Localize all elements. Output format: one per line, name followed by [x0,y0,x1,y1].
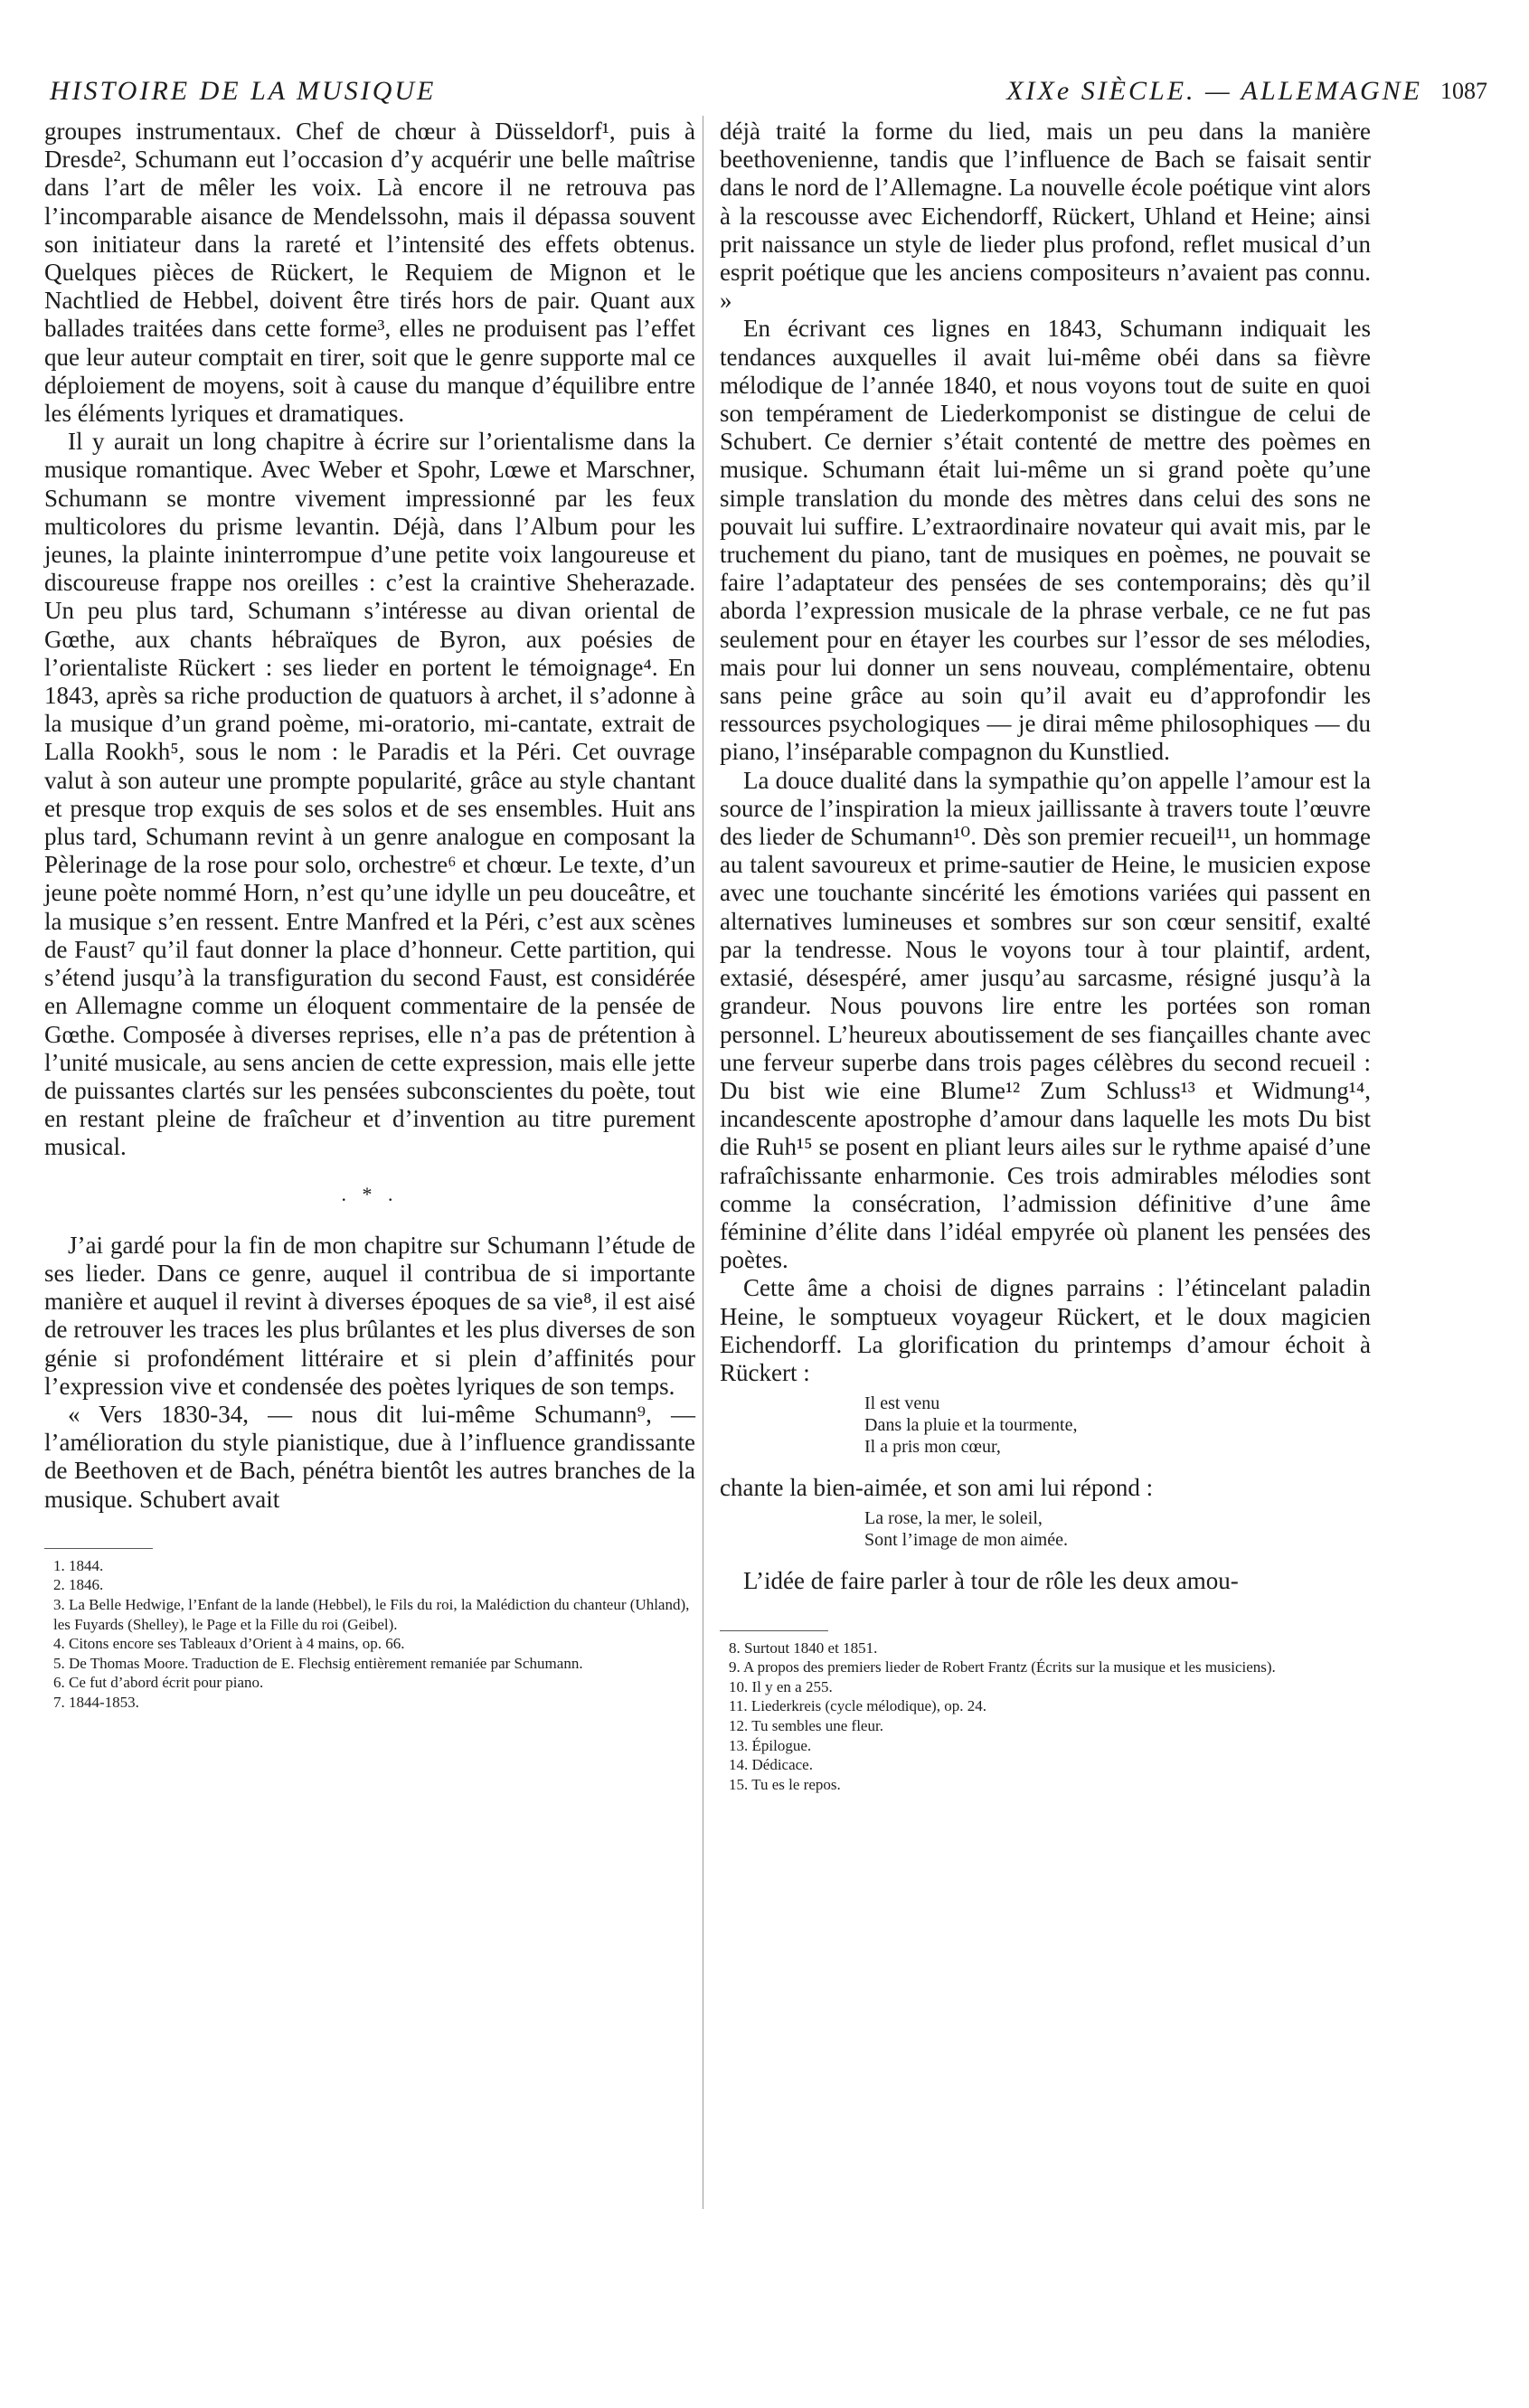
right-paragraph-6: L’idée de faire parler à tour de rôle les deux amou- [743,1567,1239,1595]
footnote: 8. Surtout 1840 et 1851. [729,1638,878,1657]
verse-quote-2 [864,1507,1371,1551]
verse-line: Il est venu [864,1393,940,1414]
left-paragraph-2: Il y aurait un long chapitre à écrire sur l’orientalisme dans la musique romantique. Avec Weber et Spohr, Lœwe et Marschner, Schumann se montre vivement impressionné par les feux multicolores du prisme levantin. Déjà, dans l’Album pour les jeunes, la plainte ininterrompue d’une petite voix langoureuse et discoureuse frappe nos oreilles : c’est la craintive Sheherazade. Un peu plus tard, Schumann s’intéresse au divan oriental de Gœthe, aux chants hébraïques de Byron, aux poésies de l’orientaliste Rückert : ses lieder en portent le témoignage⁴. En 1843, après sa riche production de quatuors à archet, il s’adonne à la musique d’un grand poème, mi-oratorio, mi-cantate, extrait de Lalla Rookh⁵, sous le nom : le Paradis et la Péri. Cet ouvrage valut à son auteur une prompte popularité, grâce au style chantant et presque trop exquis de ses solos et de ses ensembles. Huit ans plus tard, Schumann revint à un genre analogue en composant la Pèlerinage de la rose pour solo, orchestre⁶ et chœur. Le texte, d’un jeune poète nommé Horn, n’est qu’une idylle un peu douceâtre, et la musique s’en ressent. Entre Manfred et la Péri, c’est aux scènes de Faust⁷ qu’il faut donner la place d’honneur. Cette partition, qui s’étend jusqu’à la transfiguration du second Faust, est considérée en Allemagne comme un éloquent commentaire de la pensée de Gœthe. Composée à diverses reprises, elle n’a pas de prétention à l’unité musicale, au sens ancien de cette expression, mais elle jette de puissantes clartés sur les pensées subconscientes du poète, tout en restant pleine de fraîcheur et d’invention au titre purement musical. [44,428,695,1161]
footnote: 6. Ce fut d’abord écrit pour piano. [53,1674,264,1692]
footnote: 7. 1844-1853. [53,1693,139,1711]
footnote-rule [720,1630,828,1631]
right-paragraph-2: En écrivant ces lignes en 1843, Schumann indiquait les tendances auxquelles il avait lui-même obéi dans sa fièvre mélodique de l’année 1840, et nous voyons tout de suite en quoi son tempérament de Liederkomponist se distingue de celui de Schubert. Ce dernier s’était contenté de mettre des poèmes en musique. Schumann était lui-même un si grand poète qu’une simple translation du monde des mètres dans celui des sons ne pouvait lui suffire. L’extraordinaire novateur qui avait mis, par le truchement du piano, tant de musiques en poèmes, ne pouvait se faire l’adaptateur des pensées de ses contemporains; dès qu’il aborda l’expression musicale de la phrase verbale, ce ne fut pas seulement pour en étayer les courbes sur l’essor de ses mélodies, mais pour lui donner un sens nouveau, complémentaire, obtenu sans peine grâce au soin qu’il avait eu d’approfondir les ressources psychologiques — je dirai même philosophiques — du piano, l’inséparable compagnon du Kunstlied. [720,315,1371,766]
footnote-rule [44,1548,153,1549]
footnote: 12. Tu sembles une fleur. [729,1716,883,1734]
footnote: 3. La Belle Hedwige, l’Enfant de la lande (Hebbel), le Fils du roi, la Malédiction du chanteur (Uhland), les Fuyards (Shelley), le Page et la Fille du roi (Geibel). [53,1595,690,1633]
header-left-title: HISTOIRE DE LA MUSIQUE [50,76,437,106]
page-number: 1087 [1440,78,1487,104]
footnote: 15. Tu es le repos. [729,1775,841,1793]
verse-line: Dans la pluie et la tourmente, [864,1415,1078,1436]
section-separator: . * . [341,1182,399,1205]
left-paragraph-1: groupes instrumentaux. Chef de chœur à Düsseldorf¹, puis à Dresde², Schumann eut l’occasion d’y acquérir une belle maîtrise dans l’art de mêler les voix. Là encore il ne retrouva pas l’incomparable aisance de Mendelssohn, mais il dépassa souvent son initiateur dans la rareté et l’intensité des effets obtenus. Quelques pièces de Rückert, le Requiem de Mignon et le Nachtlied de Hebbel, doivent être tirés hors de pair. Quant aux ballades traitées dans cette forme³, elles ne produisent pas l’effet que leur auteur comptait en tirer, soit que le genre supporte mal ce déploiement de moyens, soit à cause du manque d’équilibre entre les éléments lyriques et dramatiques. [44,118,695,428]
footnote: 9. A propos des premiers lieder de Robert Frantz (Écrits sur la musique et les musiciens). [729,1658,1276,1676]
left-column [44,118,695,1713]
left-footnotes [44,1556,695,1713]
footnote: 13. Épilogue. [729,1736,812,1754]
footnote: 10. Il y en a 255. [729,1677,833,1695]
footnote: 1. 1844. [53,1556,104,1574]
footnote: 11. Liederkreis (cycle mélodique), op. 24. [729,1697,986,1715]
left-paragraph-3: J’ai gardé pour la fin de mon chapitre sur Schumann l’étude de ses lieder. Dans ce genre, auquel il contribua de si importante manière et auquel il revint à diverses époques de sa vie⁸, il est aisé de retrouver les traces les plus brûlantes et les plus diverses de son génie si profondément littéraire et si plein d’affinités pour l’expression vive et condensée des poètes lyriques de son temps. [44,1231,695,1400]
footnote: 2. 1846. [53,1576,104,1594]
right-footnotes [720,1638,1371,1795]
verse-quote-1 [864,1393,1371,1458]
right-paragraph-4: Cette âme a choisi de dignes parrains : l’étincelant paladin Heine, le somptueux voyageur Rückert, et le doux magicien Eichendorff. La glorification du printemps d’amour échoit à Rückert : [720,1274,1371,1386]
right-paragraph-3: La douce dualité dans la sympathie qu’on appelle l’amour est la source de l’inspiration la mieux jaillissante à travers toute l’œuvre des lieder de Schumann¹⁰. Dès son premier recueil¹¹, un hommage au talent savoureux et prime-sautier de Heine, le musicien expose avec une touchante sincérité les émotions variées qui passent en alternatives lumineuses et sombres sur son cœur sensitif, exalté par la tendresse. Nous le voyons tour à tour plaintif, ardent, extasié, désespéré, amer jusqu’au sarcasme, résigné jusqu’à la grandeur. Nous pouvons lire entre les portées son roman personnel. L’heureux aboutissement de ses fiançailles chante avec une ferveur superbe dans trois pages célèbres du second recueil : Du bist wie eine Blume¹² Zum Schluss¹³ et Widmung¹⁴, incandescente apostrophe d’amour dans laquelle les mots Du bist die Ruh¹⁵ se posent en pliant leurs ailes sur le rythme apaisé d’une rafraîchissante enharmonie. Ces trois admirables mélodies sont comme la consécration, l’admission définitive d’une âme féminine d’élite dans l’idéal empyrée où planent les pensées des poètes. [720,766,1371,1274]
right-column [720,118,1371,1794]
footnote: 14. Dédicace. [729,1756,813,1774]
right-paragraph-1: déjà traité la forme du lied, mais un peu dans la manière beethovenienne, tandis que l’influence de Bach se faisait sentir dans le nord de l’Allemagne. La nouvelle école poétique vint alors à la rescousse avec Eichendorff, Rückert, Uhland et Heine; ainsi prit naissance un style de lieder plus profond, reflet musical d’un esprit poétique que les anciens compositeurs n’avaient pas connu. » [720,118,1371,315]
header-right-title: XIXe SIÈCLE. — ALLEMAGNE [1006,76,1422,106]
right-paragraph-5: chante la bien-aimée, et son ami lui répond : [720,1474,1154,1502]
running-header [50,76,1487,109]
verse-line: Sont l’image de mon aimée. [864,1530,1068,1551]
verse-line: Il a pris mon cœur, [864,1437,1001,1458]
verse-line: La rose, la mer, le soleil, [864,1508,1043,1529]
footnote: 5. De Thomas Moore. Traduction de E. Flechsig entièrement remaniée par Schumann. [53,1654,583,1672]
left-paragraph-4: « Vers 1830-34, — nous dit lui-même Schumann⁹, — l’amélioration du style pianistique, due à l’influence grandissante de Beethoven et de Bach, pénétra bientôt les autres branches de la musique. Schubert avait [44,1400,695,1513]
footnote: 4. Citons encore ses Tableaux d’Orient à 4 mains, op. 66. [53,1635,405,1653]
